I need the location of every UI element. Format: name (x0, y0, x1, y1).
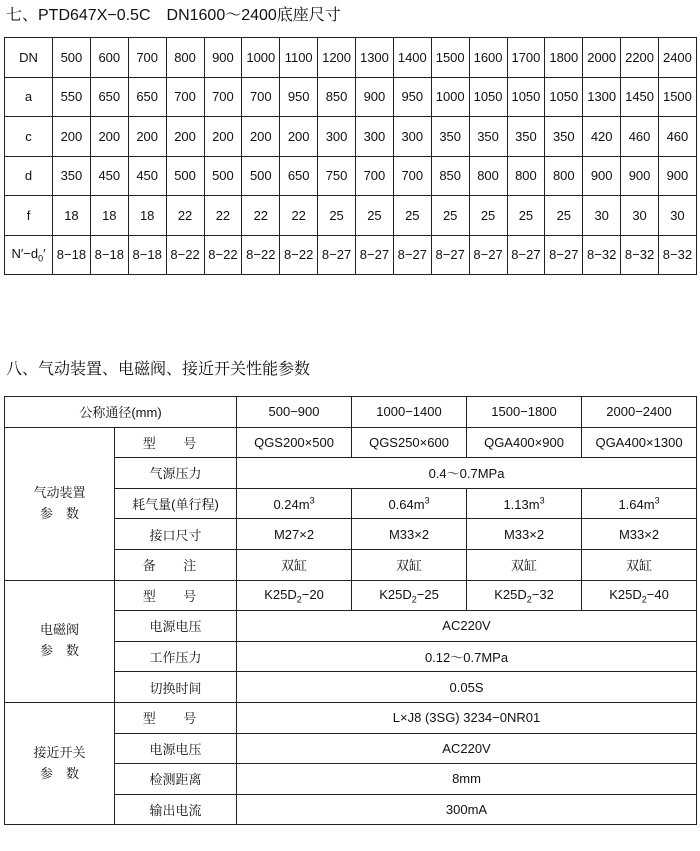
dimension-cell: 800 (469, 156, 507, 196)
param-label: 气源压力 (115, 458, 237, 489)
dimension-cell: 8−27 (393, 235, 431, 275)
dimension-cell: 200 (53, 117, 91, 157)
dimension-cell: 460 (621, 117, 659, 157)
dimension-cell: 900 (356, 77, 394, 117)
dimension-cell: 8−32 (621, 235, 659, 275)
dimension-cell: 8−22 (242, 235, 280, 275)
dimension-cell: 8−22 (166, 235, 204, 275)
solenoid-model-row (5, 580, 697, 611)
param-label: 型 号 (115, 580, 237, 611)
dimension-cell: 2200 (621, 38, 659, 78)
dimension-cell: 2400 (659, 38, 697, 78)
row-header: f (5, 196, 53, 236)
param-label: 型 号 (115, 427, 237, 458)
header-col: 1500−1800 (467, 397, 582, 428)
dimension-cell: 200 (90, 117, 128, 157)
row-header: DN (5, 38, 53, 78)
dimension-row (5, 235, 697, 275)
dimension-cell: 950 (393, 77, 431, 117)
consumption-value: $1.13m^3$ (503, 495, 545, 512)
dimension-cell: 500 (166, 156, 204, 196)
dimension-cell: 18 (53, 196, 91, 236)
dimension-cell: 8−22 (204, 235, 242, 275)
dimension-cell: 1050 (545, 77, 583, 117)
dimension-cell: 800 (166, 38, 204, 78)
header-row (5, 397, 697, 428)
dimension-cell: 25 (507, 196, 545, 236)
dimension-cell: 1000 (431, 77, 469, 117)
dimension-cell: 22 (280, 196, 318, 236)
section7-title: 七、PTD647X−0.5C DN1600～2400底座尺寸 (6, 7, 341, 24)
value-cell (582, 488, 697, 519)
dimension-cell: 700 (204, 77, 242, 117)
dimension-cell: 8−27 (507, 235, 545, 275)
dimension-cell: 800 (507, 156, 545, 196)
group-line: 气动装置 (33, 484, 86, 500)
consumption-value: $1.64m^3$ (618, 495, 660, 512)
dimension-cell: 22 (204, 196, 242, 236)
header-col: 500−900 (237, 397, 352, 428)
dimension-cell: 650 (280, 156, 318, 196)
dimension-cell: 1000 (242, 38, 280, 78)
dimension-cell: 1800 (545, 38, 583, 78)
value-cell (352, 580, 467, 611)
dimension-cell: 200 (204, 117, 242, 157)
dimension-cell: 850 (318, 77, 356, 117)
param-label: 切换时间 (115, 672, 237, 703)
value-cell: 0.12～0.7MPa (237, 641, 697, 672)
proximity-model-row (5, 702, 697, 733)
param-label: 检测距离 (115, 764, 237, 795)
value-cell (582, 580, 697, 611)
nominal-diameter-label: 公称通径(mm) (5, 397, 237, 428)
group-line: 参 数 (39, 505, 79, 521)
value-cell (467, 488, 582, 519)
value-cell: M33×2 (582, 519, 697, 550)
dimension-cell: 1050 (469, 77, 507, 117)
value-cell: 8mm (237, 764, 697, 795)
dimension-cell: 22 (242, 196, 280, 236)
dimension-cell: 25 (545, 196, 583, 236)
dimension-cell: 25 (318, 196, 356, 236)
dimension-cell: 350 (53, 156, 91, 196)
header-col: 2000−2400 (582, 397, 697, 428)
value-cell (237, 488, 352, 519)
dimension-cell: 500 (204, 156, 242, 196)
dimension-cell: 1300 (356, 38, 394, 78)
dimension-cell: 18 (90, 196, 128, 236)
value-cell (467, 580, 582, 611)
param-label: 耗气量(单行程) (115, 488, 237, 519)
dimension-cell: 550 (53, 77, 91, 117)
dimension-cell: 900 (621, 156, 659, 196)
dimension-cell: 1100 (280, 38, 318, 78)
dimension-cell: 450 (128, 156, 166, 196)
performance-parameter-table (4, 396, 697, 825)
dimension-cell: 300 (318, 117, 356, 157)
dimension-cell: 900 (583, 156, 621, 196)
dimension-row (5, 38, 697, 78)
dimension-cell: 25 (469, 196, 507, 236)
value-cell: L×J8 (3SG) 3234−0NR01 (237, 702, 697, 733)
dimension-cell: 750 (318, 156, 356, 196)
value-cell: AC220V (237, 733, 697, 764)
value-cell: 双缸 (352, 549, 467, 580)
dimension-cell: 8−32 (659, 235, 697, 275)
param-label: 输出电流 (115, 794, 237, 825)
proximity-group-label (5, 702, 115, 824)
param-label: 电源电压 (115, 733, 237, 764)
consumption-value: $0.64m^3$ (388, 495, 430, 512)
param-label: 接口尺寸 (115, 519, 237, 550)
dimension-cell: 25 (431, 196, 469, 236)
dimension-row (5, 196, 697, 236)
value-cell: QGA400×900 (467, 427, 582, 458)
pneumatic-model-row (5, 427, 697, 458)
dimension-cell: 30 (621, 196, 659, 236)
row-header: c (5, 117, 53, 157)
dimension-cell: 420 (583, 117, 621, 157)
dimension-cell: 8−18 (90, 235, 128, 275)
dimension-cell: 650 (128, 77, 166, 117)
dimension-cell: 350 (469, 117, 507, 157)
dimension-cell: 950 (280, 77, 318, 117)
dimension-cell: 350 (545, 117, 583, 157)
dimension-cell: 600 (90, 38, 128, 78)
value-cell: 0.4～0.7MPa (237, 458, 697, 489)
dimension-cell: 25 (356, 196, 394, 236)
dimension-cell: 450 (90, 156, 128, 196)
dimension-cell: 700 (393, 156, 431, 196)
value-cell: QGA400×1300 (582, 427, 697, 458)
dimension-cell: 1050 (507, 77, 545, 117)
header-col: 1000−1400 (352, 397, 467, 428)
solenoid-group-label (5, 580, 115, 702)
dimension-cell: 900 (204, 38, 242, 78)
row-header: a (5, 77, 53, 117)
dimension-cell: 650 (90, 77, 128, 117)
dimension-cell: 30 (583, 196, 621, 236)
dimension-cell: 25 (393, 196, 431, 236)
value-cell (237, 580, 352, 611)
dimension-cell: 200 (280, 117, 318, 157)
solenoid-model: $K25D_2-32$ (494, 586, 554, 605)
dimension-cell: 200 (128, 117, 166, 157)
dimension-cell: 1300 (583, 77, 621, 117)
dimension-cell: 700 (166, 77, 204, 117)
consumption-value: $0.24m^3$ (273, 495, 315, 512)
dimension-cell: 200 (242, 117, 280, 157)
param-label: 电源电压 (115, 611, 237, 642)
value-cell: QGS250×600 (352, 427, 467, 458)
value-cell (352, 488, 467, 519)
dimension-cell: 700 (128, 38, 166, 78)
pneumatic-group-label (5, 427, 115, 580)
value-cell: 双缸 (582, 549, 697, 580)
dimension-cell: 22 (166, 196, 204, 236)
value-cell: 300mA (237, 794, 697, 825)
value-cell: M33×2 (467, 519, 582, 550)
row-header: d (5, 156, 53, 196)
param-label: 型 号 (115, 702, 237, 733)
dimension-cell: 8−18 (53, 235, 91, 275)
dimension-cell: 850 (431, 156, 469, 196)
dimension-cell: 200 (166, 117, 204, 157)
dimension-cell: 8−27 (545, 235, 583, 275)
dimension-cell: 30 (659, 196, 697, 236)
dimension-cell: 1500 (659, 77, 697, 117)
solenoid-model: $K25D_2-25$ (379, 586, 439, 605)
dimension-cell: 1600 (469, 38, 507, 78)
solenoid-model: $K25D_2-40$ (609, 586, 669, 605)
dimension-cell: 350 (431, 117, 469, 157)
dimension-cell: 8−18 (128, 235, 166, 275)
value-cell: AC220V (237, 611, 697, 642)
group-line: 接近开关 (33, 744, 86, 760)
dimension-cell: 700 (242, 77, 280, 117)
dimension-cell: 2000 (583, 38, 621, 78)
dimension-cell: 8−27 (318, 235, 356, 275)
dimension-cell: 800 (545, 156, 583, 196)
dimension-cell: 300 (393, 117, 431, 157)
dimension-cell: 1700 (507, 38, 545, 78)
dimension-row (5, 156, 697, 196)
solenoid-model: $K25D_2-20$ (264, 586, 324, 605)
group-line: 电磁阀 (39, 622, 79, 638)
group-line: 参 数 (39, 643, 79, 659)
dimension-cell: 1200 (318, 38, 356, 78)
dimension-cell: 1400 (393, 38, 431, 78)
dimension-cell: 460 (659, 117, 697, 157)
value-cell: 双缸 (237, 549, 352, 580)
value-cell: 0.05S (237, 672, 697, 703)
dimension-row (5, 117, 697, 157)
value-cell: QGS200×500 (237, 427, 352, 458)
dimension-cell: 8−27 (469, 235, 507, 275)
dimension-cell: 8−32 (583, 235, 621, 275)
dimension-cell: 18 (128, 196, 166, 236)
param-label: 备 注 (115, 549, 237, 580)
dimension-cell: 500 (53, 38, 91, 78)
dimension-cell: 900 (659, 156, 697, 196)
dimension-cell: 1450 (621, 77, 659, 117)
dimension-row (5, 77, 697, 117)
row-header: $N'-d_0'$ (5, 235, 53, 275)
dimension-cell: 350 (507, 117, 545, 157)
value-cell: M33×2 (352, 519, 467, 550)
dimension-cell: 700 (356, 156, 394, 196)
dimension-cell: 300 (356, 117, 394, 157)
section8-title: 八、气动装置、电磁阀、接近开关性能参数 (6, 361, 311, 378)
dimension-cell: 8−22 (280, 235, 318, 275)
group-line: 参 数 (39, 765, 79, 781)
value-cell: 双缸 (467, 549, 582, 580)
value-cell: M27×2 (237, 519, 352, 550)
base-dimension-table (4, 37, 697, 275)
dimension-cell: 1500 (431, 38, 469, 78)
param-label: 工作压力 (115, 641, 237, 672)
dimension-cell: 8−27 (431, 235, 469, 275)
dimension-cell: 8−27 (356, 235, 394, 275)
dimension-cell: 500 (242, 156, 280, 196)
